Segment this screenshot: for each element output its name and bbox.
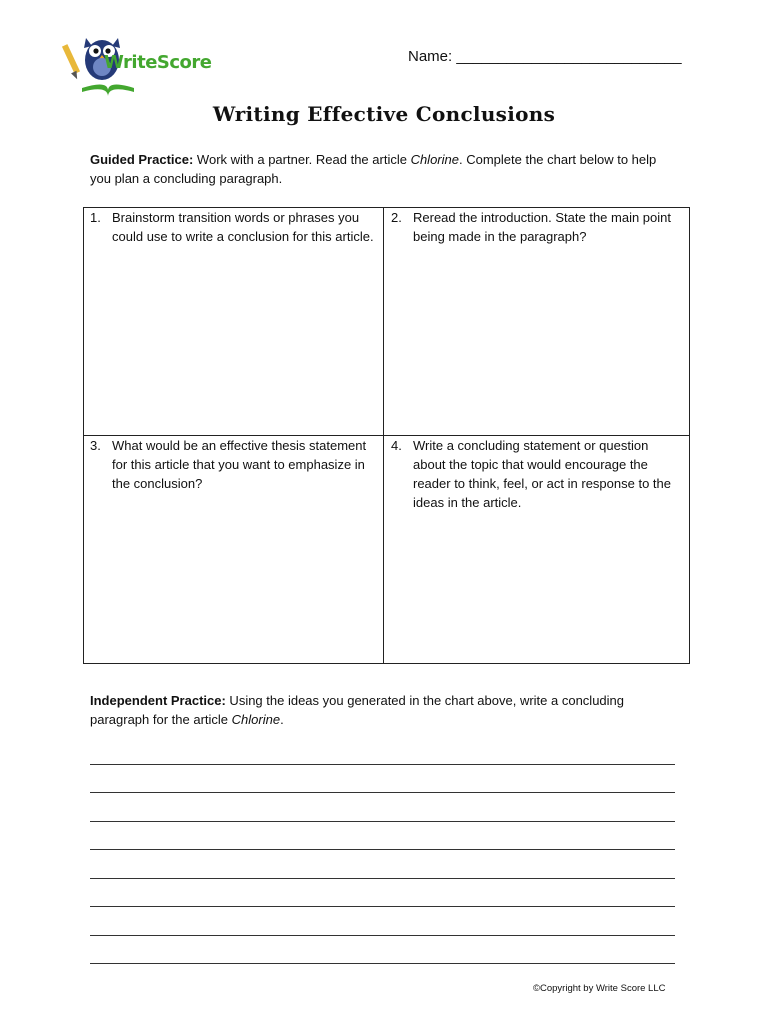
writing-line[interactable] [90,878,675,879]
independent-text-after: . [280,712,284,727]
independent-practice-instructions [90,691,680,729]
chart-cell-number: 3. [90,438,101,453]
copyright-notice: ©Copyright by Write Score LLC [533,983,666,994]
guided-text-before: Work with a partner. Read the article [193,152,411,167]
writing-line[interactable] [90,821,675,822]
writing-line[interactable] [90,849,675,850]
guided-practice-label: Guided Practice: [90,152,194,167]
logo-text: WriteScore [104,52,212,73]
chart-cell-prompt: Reread the introduction. State the main point being made in the paragraph? [413,210,671,244]
independent-article-title: Chlorine [231,712,281,727]
chart-cell-1[interactable] [90,208,378,246]
chart-cell-3[interactable] [90,436,378,493]
writing-line[interactable] [90,935,675,936]
page-title: Writing Effective Conclusions [212,102,556,126]
chart-cell-prompt: Brainstorm transition words or phrases you could use to write a conclusion for this article. [112,210,374,244]
writing-line[interactable] [90,906,675,907]
chart-cell-prompt: What would be an effective thesis statement for this article that you want to emphasize in the conclusion? [112,438,367,491]
guided-practice-instructions [90,150,680,188]
chart-cell-4[interactable] [391,436,681,512]
writing-line[interactable] [90,792,675,793]
chart-cell-prompt: Write a concluding statement or question about the topic that would encourage the reader to think, feel, or act in response to the ideas in the article. [413,438,671,510]
chart-cell-number: 2. [391,210,402,225]
independent-practice-label: Independent Practice: [90,693,226,708]
name-field[interactable]: Name: ___________________________ [408,48,682,65]
chart-cell-number: 4. [391,438,402,453]
independent-text-before: Using the ideas you generated in the chart above, write a concluding paragraph for the article [90,693,625,727]
guided-text-after: . Complete the chart below to help you plan a concluding paragraph. [90,152,657,186]
guided-article-title: Chlorine [410,152,459,167]
writing-line[interactable] [90,764,675,765]
chart-cell-number: 1. [90,210,101,225]
writing-line[interactable] [90,963,675,964]
chart-cell-2[interactable] [391,208,681,246]
